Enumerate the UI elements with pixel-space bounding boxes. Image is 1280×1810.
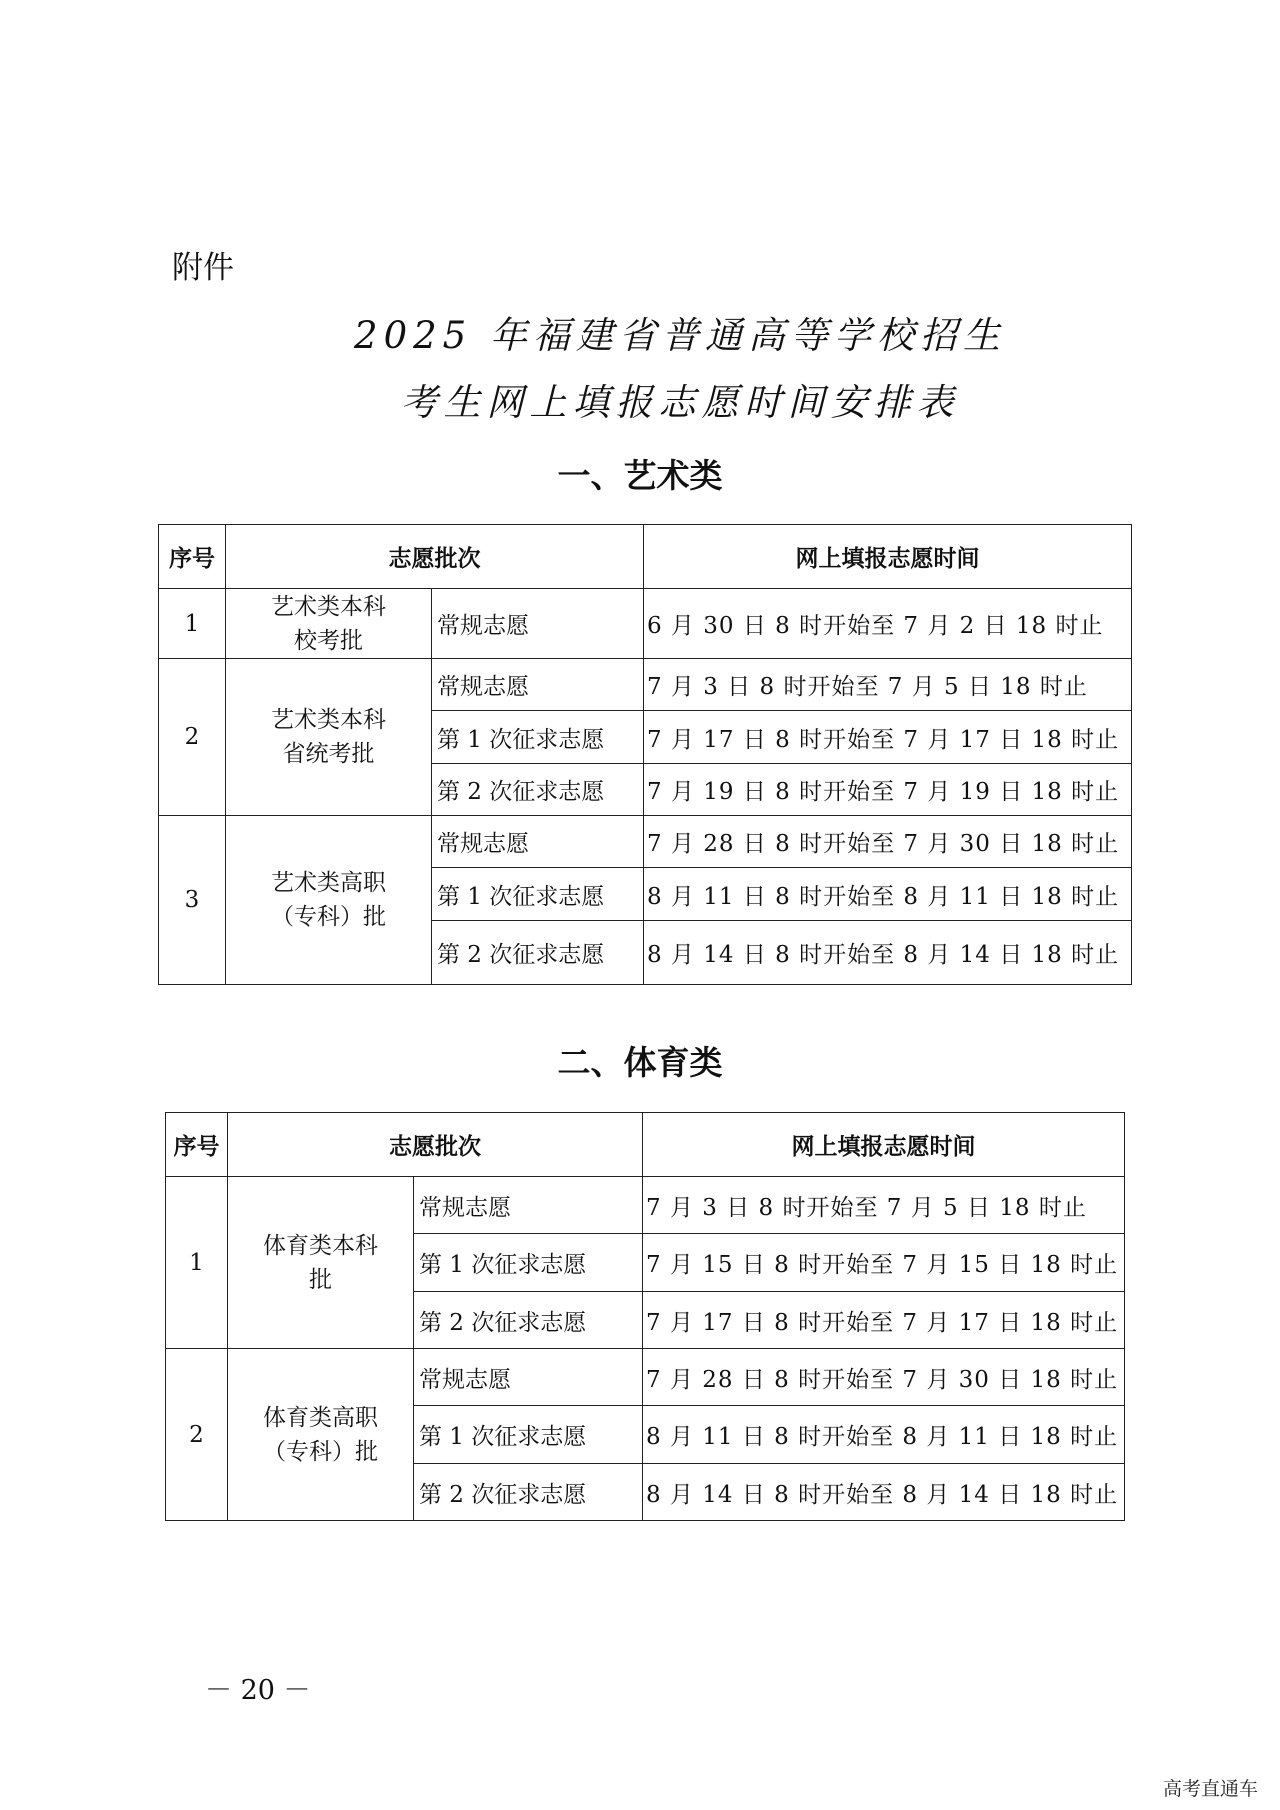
- cell-time: 7 月 19 日 8 时开始至 7 月 19 日 18 时止: [644, 764, 1132, 816]
- batch-name: 艺术类本科省统考批: [271, 707, 386, 767]
- batch-name: 艺术类本科校考批: [271, 593, 386, 654]
- cell-time: 7 月 17 日 8 时开始至 7 月 17 日 18 时止: [644, 711, 1132, 764]
- cell-time: 7 月 28 日 8 时开始至 7 月 30 日 18 时止: [644, 816, 1132, 868]
- document-title-line1: 2025 年福建省普通高等学校招生: [354, 314, 1006, 357]
- cell-batch: [228, 1349, 414, 1521]
- cell-time: 8 月 14 日 8 时开始至 8 月 14 日 18 时止: [644, 921, 1132, 985]
- cell-volunteer-type: 常规志愿: [432, 816, 644, 868]
- cell-volunteer-type: 第 1 次征求志愿: [414, 1406, 643, 1464]
- header-batch: 志愿批次: [226, 525, 644, 589]
- section-heading-art: 一、艺术类: [557, 456, 723, 495]
- cell-time: 7 月 17 日 8 时开始至 7 月 17 日 18 时止: [643, 1292, 1125, 1349]
- cell-batch: [226, 816, 432, 985]
- section-heading-sports: 二、体育类: [557, 1043, 723, 1082]
- cell-batch: [228, 1177, 414, 1349]
- cell-time: 8 月 14 日 8 时开始至 8 月 14 日 18 时止: [643, 1464, 1125, 1521]
- cell-seq: 1: [159, 589, 226, 659]
- cell-time: 8 月 11 日 8 时开始至 8 月 11 日 18 时止: [643, 1406, 1125, 1464]
- cell-volunteer-type: 第 1 次征求志愿: [432, 868, 644, 921]
- batch-name: 体育类本科批: [263, 1232, 378, 1293]
- header-time: 网上填报志愿时间: [643, 1113, 1125, 1177]
- cell-batch: [226, 589, 432, 659]
- table-row: [166, 1177, 1125, 1234]
- cell-volunteer-type: 常规志愿: [432, 659, 644, 711]
- header-time: 网上填报志愿时间: [644, 525, 1132, 589]
- cell-time: 7 月 3 日 8 时开始至 7 月 5 日 18 时止: [643, 1177, 1125, 1234]
- attachment-label: 附件: [172, 250, 234, 286]
- cell-seq: 2: [159, 659, 226, 816]
- cell-volunteer-type: 第 1 次征求志愿: [414, 1234, 643, 1292]
- schedule-table-sports: [165, 1112, 1125, 1521]
- table-header-row: [166, 1113, 1125, 1177]
- batch-name: 艺术类高职（专科）批: [271, 870, 386, 930]
- cell-volunteer-type: 第 2 次征求志愿: [414, 1464, 643, 1521]
- watermark: 高考直通车: [1162, 1778, 1258, 1800]
- table-row: [166, 1349, 1125, 1406]
- cell-time: 7 月 15 日 8 时开始至 7 月 15 日 18 时止: [643, 1234, 1125, 1292]
- schedule-table-art: [158, 524, 1132, 985]
- cell-seq: 2: [166, 1349, 228, 1521]
- cell-batch: [226, 659, 432, 816]
- header-seq: 序号: [166, 1113, 228, 1177]
- cell-volunteer-type: 常规志愿: [414, 1349, 643, 1406]
- cell-seq: 1: [166, 1177, 228, 1349]
- batch-name: 体育类高职（专科）批: [263, 1404, 378, 1465]
- table-row: [159, 589, 1132, 659]
- table-row: [159, 659, 1132, 711]
- table-row: [159, 816, 1132, 868]
- cell-volunteer-type: 第 2 次征求志愿: [432, 921, 644, 985]
- cell-time: 8 月 11 日 8 时开始至 8 月 11 日 18 时止: [644, 868, 1132, 921]
- cell-volunteer-type: 第 2 次征求志愿: [432, 764, 644, 816]
- cell-time: 7 月 3 日 8 时开始至 7 月 5 日 18 时止: [644, 659, 1132, 711]
- cell-volunteer-type: 第 1 次征求志愿: [432, 711, 644, 764]
- cell-time: 7 月 28 日 8 时开始至 7 月 30 日 18 时止: [643, 1349, 1125, 1406]
- header-batch: 志愿批次: [228, 1113, 643, 1177]
- cell-time: 6 月 30 日 8 时开始至 7 月 2 日 18 时止: [644, 589, 1132, 659]
- cell-volunteer-type: 第 2 次征求志愿: [414, 1292, 643, 1349]
- header-seq: 序号: [159, 525, 226, 589]
- page-number: － 20 －: [205, 1675, 311, 1706]
- cell-volunteer-type: 常规志愿: [432, 589, 644, 659]
- cell-seq: 3: [159, 816, 226, 985]
- cell-volunteer-type: 常规志愿: [414, 1177, 643, 1234]
- document-title-line2: 考生网上填报志愿时间安排表: [400, 381, 960, 424]
- table-header-row: [159, 525, 1132, 589]
